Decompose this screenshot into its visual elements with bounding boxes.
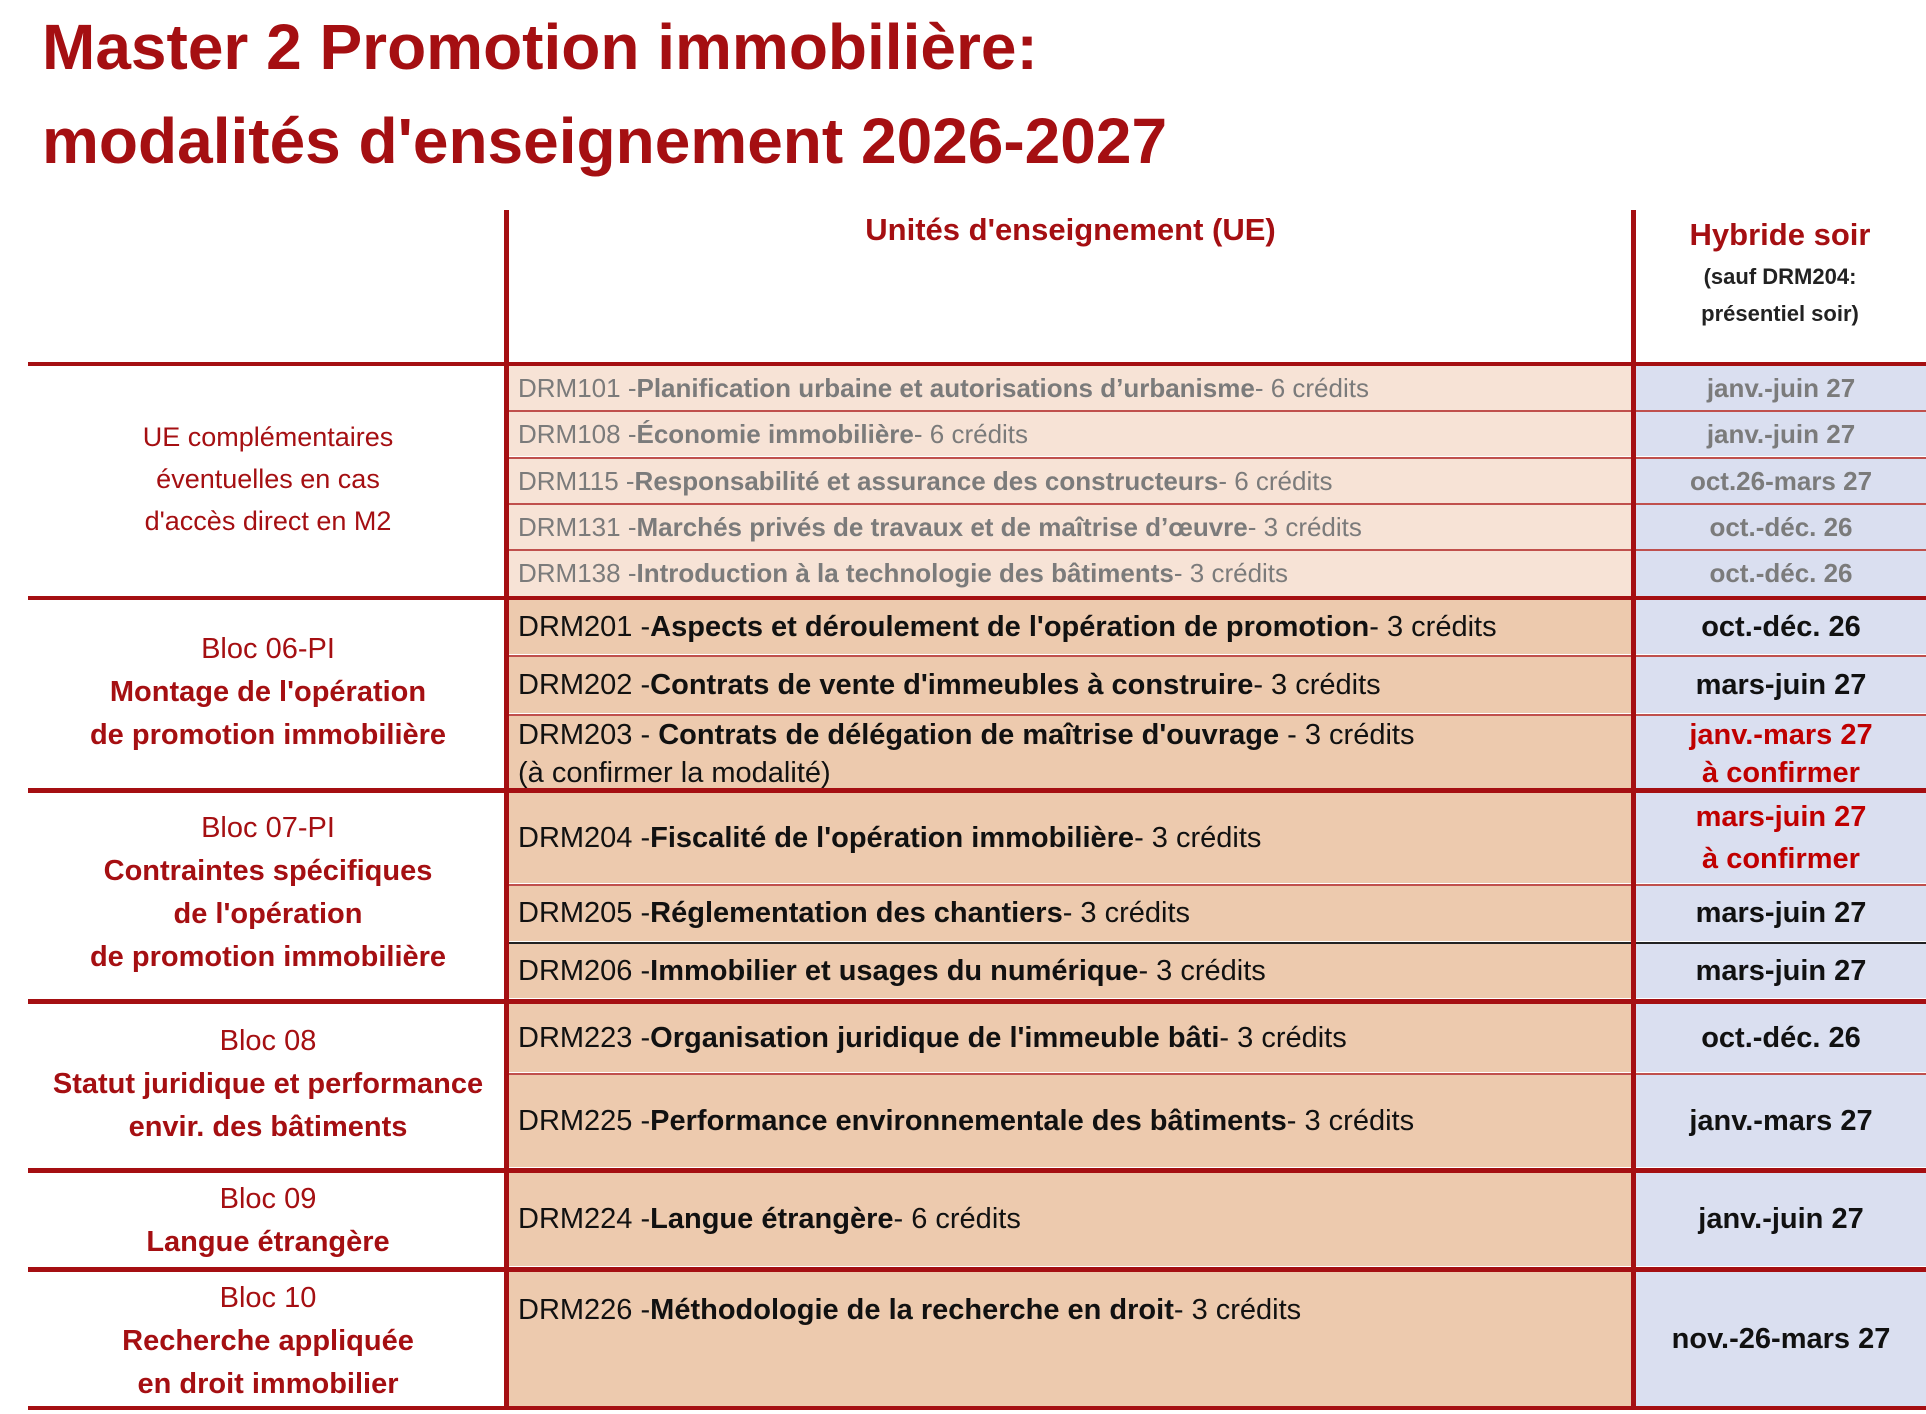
ue-row-drm138 bbox=[508, 551, 1632, 596]
block-07-label bbox=[28, 807, 508, 979]
period-drm201: oct.-déc. 26 bbox=[1636, 600, 1926, 654]
ue-name: Responsabilité et assurance des constructeurs bbox=[634, 465, 1219, 496]
complementary-label-line: éventuelles en cas bbox=[156, 464, 380, 494]
ue-code: DRM201 - bbox=[518, 610, 651, 643]
block-separator bbox=[28, 788, 1926, 793]
period-drm224: janv.-juin 27 bbox=[1636, 1173, 1926, 1266]
ue-row-drm202 bbox=[508, 657, 1632, 713]
block-title-line: Montage de l'opération bbox=[109, 676, 427, 708]
ue-name: Méthodologie de la recherche en droit bbox=[650, 1294, 1174, 1326]
period-drm226: nov.-26-mars 27 bbox=[1636, 1272, 1926, 1406]
block-09-label bbox=[28, 1178, 508, 1264]
row-separator bbox=[508, 714, 1926, 716]
block-10-label bbox=[28, 1277, 508, 1406]
ue-name: Réglementation des chantiers bbox=[650, 897, 1063, 929]
block-title-line: en droit immobilier bbox=[137, 1368, 399, 1400]
ue-credits: - 3 crédits bbox=[1173, 558, 1289, 588]
ue-code: DRM223 - bbox=[518, 1021, 651, 1054]
ue-name: Contrats de délégation de maîtrise d'ouvrage bbox=[658, 719, 1280, 751]
block-title-line: de l'opération bbox=[173, 898, 363, 930]
ue-row-drm225 bbox=[508, 1075, 1632, 1167]
period-drm202: mars-juin 27 bbox=[1636, 657, 1926, 713]
ue-code: DRM202 - bbox=[518, 668, 651, 701]
ue-code: DRM226 - bbox=[518, 1294, 651, 1326]
ue-credits: - 6 crédits bbox=[913, 418, 1029, 449]
ue-credits: - 6 crédits bbox=[1218, 465, 1333, 496]
block-title-line: Recherche appliquée bbox=[122, 1325, 414, 1357]
ue-credits: - 3 crédits bbox=[1062, 897, 1191, 929]
block-separator bbox=[28, 1168, 1926, 1173]
period-drm115: oct.26-mars 27 bbox=[1636, 459, 1926, 503]
ue-code: DRM101 - bbox=[518, 372, 637, 403]
period-drm101: janv.-juin 27 bbox=[1636, 366, 1926, 410]
page-title bbox=[42, 0, 1167, 188]
row-separator bbox=[508, 655, 1926, 657]
title-line-1: Master 2 Promotion immobilière: bbox=[42, 11, 1038, 83]
block-number: Bloc 06-PI bbox=[201, 633, 335, 665]
ue-code: DRM138 - bbox=[518, 558, 637, 588]
ue-code: DRM225 - bbox=[518, 1104, 651, 1137]
ue-row-drm204 bbox=[508, 793, 1632, 883]
ue-name: Contrats de vente d'immeubles à construire bbox=[650, 668, 1254, 701]
header-hybride-note-2: présentiel soir) bbox=[1701, 301, 1859, 326]
ue-code: DRM205 - bbox=[518, 897, 651, 929]
ue-code: DRM115 - bbox=[518, 465, 635, 496]
ue-name: Économie immobilière bbox=[636, 418, 914, 449]
block-title-line: de promotion immobilière bbox=[89, 719, 447, 751]
ue-credits: - 6 crédits bbox=[1254, 372, 1369, 403]
period-value: janv.-mars 27 bbox=[1689, 719, 1873, 751]
ue-code: DRM204 - bbox=[518, 821, 651, 854]
ue-credits: - 6 crédits bbox=[893, 1203, 1021, 1235]
row-separator bbox=[508, 884, 1926, 886]
row-separator bbox=[508, 1073, 1926, 1075]
block-number: Bloc 10 bbox=[219, 1282, 317, 1314]
block-separator bbox=[28, 1406, 1926, 1410]
ue-row-drm203 bbox=[508, 716, 1632, 788]
period-note: à confirmer bbox=[1702, 757, 1860, 788]
row-separator bbox=[508, 942, 1926, 944]
block-title-line: Statut juridique et performance bbox=[52, 1068, 484, 1100]
ue-code: DRM203 - bbox=[518, 719, 659, 751]
period-drm223: oct.-déc. 26 bbox=[1636, 1004, 1926, 1072]
ue-row-drm224 bbox=[508, 1173, 1632, 1266]
ue-name: Organisation juridique de l'immeuble bâti bbox=[650, 1021, 1220, 1054]
ue-code: DRM206 - bbox=[518, 954, 651, 987]
ue-name: Langue étrangère bbox=[650, 1203, 894, 1235]
ue-note: (à confirmer la modalité) bbox=[518, 757, 831, 788]
block-separator bbox=[28, 1267, 1926, 1272]
ue-name: Aspects et déroulement de l'opération de promotion bbox=[650, 610, 1370, 643]
block-separator bbox=[28, 999, 1926, 1004]
complementary-label-line: d'accès direct en M2 bbox=[144, 506, 392, 536]
block-separator bbox=[28, 362, 1926, 366]
period-note: à confirmer bbox=[1702, 843, 1860, 875]
row-separator bbox=[508, 457, 1926, 459]
period-drm203 bbox=[1636, 716, 1926, 788]
block-title-line: envir. des bâtiments bbox=[128, 1111, 408, 1143]
block-title-line: Contraintes spécifiques bbox=[103, 855, 433, 887]
period-drm204 bbox=[1636, 793, 1926, 883]
column-separator-left bbox=[504, 210, 509, 1410]
row-separator bbox=[508, 549, 1926, 551]
ue-row-drm101 bbox=[508, 366, 1632, 410]
ue-credits: - 3 crédits bbox=[1247, 511, 1362, 542]
ue-row-drm108 bbox=[508, 412, 1632, 456]
block-number: Bloc 08 bbox=[219, 1025, 317, 1057]
ue-row-drm205 bbox=[508, 886, 1632, 941]
row-separator bbox=[508, 410, 1926, 412]
complementary-label bbox=[28, 416, 508, 542]
block-title-line: de promotion immobilière bbox=[89, 941, 447, 973]
header-hybride-note-1: (sauf DRM204: bbox=[1703, 264, 1857, 289]
period-drm225: janv.-mars 27 bbox=[1636, 1075, 1926, 1167]
period-drm108: janv.-juin 27 bbox=[1636, 412, 1926, 456]
ue-credits: - 3 crédits bbox=[1369, 610, 1497, 643]
block-title-line: Langue étrangère bbox=[146, 1226, 390, 1258]
ue-name: Planification urbaine et autorisations d’urbanisme bbox=[636, 372, 1255, 403]
ue-row-drm131 bbox=[508, 505, 1632, 549]
ue-row-drm226 bbox=[508, 1272, 1632, 1406]
ue-code: DRM224 - bbox=[518, 1203, 651, 1235]
header-hybride-title: Hybride soir bbox=[1689, 217, 1871, 252]
period-drm206: mars-juin 27 bbox=[1636, 944, 1926, 998]
ue-name: Introduction à la technologie des bâtiments bbox=[636, 558, 1174, 588]
block-08-label bbox=[28, 1020, 508, 1149]
header-ue: Unités d'enseignement (UE) bbox=[865, 212, 1276, 247]
ue-credits: - 3 crédits bbox=[1253, 668, 1381, 701]
ue-name: Immobilier et usages du numérique bbox=[650, 954, 1139, 987]
ue-credits: - 3 crédits bbox=[1279, 719, 1415, 751]
ue-row-drm206 bbox=[508, 944, 1632, 998]
ue-row-drm201 bbox=[508, 600, 1632, 654]
ue-code: DRM108 - bbox=[518, 418, 637, 449]
period-drm205: mars-juin 27 bbox=[1636, 886, 1926, 941]
ue-code: DRM131 - bbox=[518, 511, 637, 542]
header-hybride bbox=[1634, 212, 1926, 332]
ue-credits: - 3 crédits bbox=[1173, 1294, 1302, 1326]
ue-row-drm115 bbox=[508, 459, 1632, 503]
block-number: Bloc 09 bbox=[219, 1183, 317, 1215]
ue-credits: - 3 crédits bbox=[1134, 821, 1262, 854]
ue-name: Marchés privés de travaux et de maîtrise d’œuvre bbox=[636, 511, 1248, 542]
block-number: Bloc 07-PI bbox=[201, 812, 335, 844]
period-drm131: oct.-déc. 26 bbox=[1636, 505, 1926, 549]
ue-credits: - 3 crédits bbox=[1138, 954, 1266, 987]
ue-row-drm223 bbox=[508, 1004, 1632, 1072]
block-06-label bbox=[28, 628, 508, 757]
period-drm138: oct.-déc. 26 bbox=[1636, 551, 1926, 596]
row-separator bbox=[508, 503, 1926, 505]
period-value: mars-juin 27 bbox=[1695, 801, 1867, 833]
column-separator-right bbox=[1631, 210, 1636, 1410]
ue-credits: - 3 crédits bbox=[1219, 1021, 1347, 1054]
ue-name: Performance environnementale des bâtiments bbox=[650, 1104, 1287, 1137]
ue-credits: - 3 crédits bbox=[1286, 1104, 1415, 1137]
ue-name: Fiscalité de l'opération immobilière bbox=[650, 821, 1135, 854]
title-line-2: modalités d'enseignement 2026-2027 bbox=[42, 105, 1168, 177]
block-separator bbox=[28, 596, 1926, 600]
complementary-label-line: UE complémentaires bbox=[142, 422, 394, 452]
